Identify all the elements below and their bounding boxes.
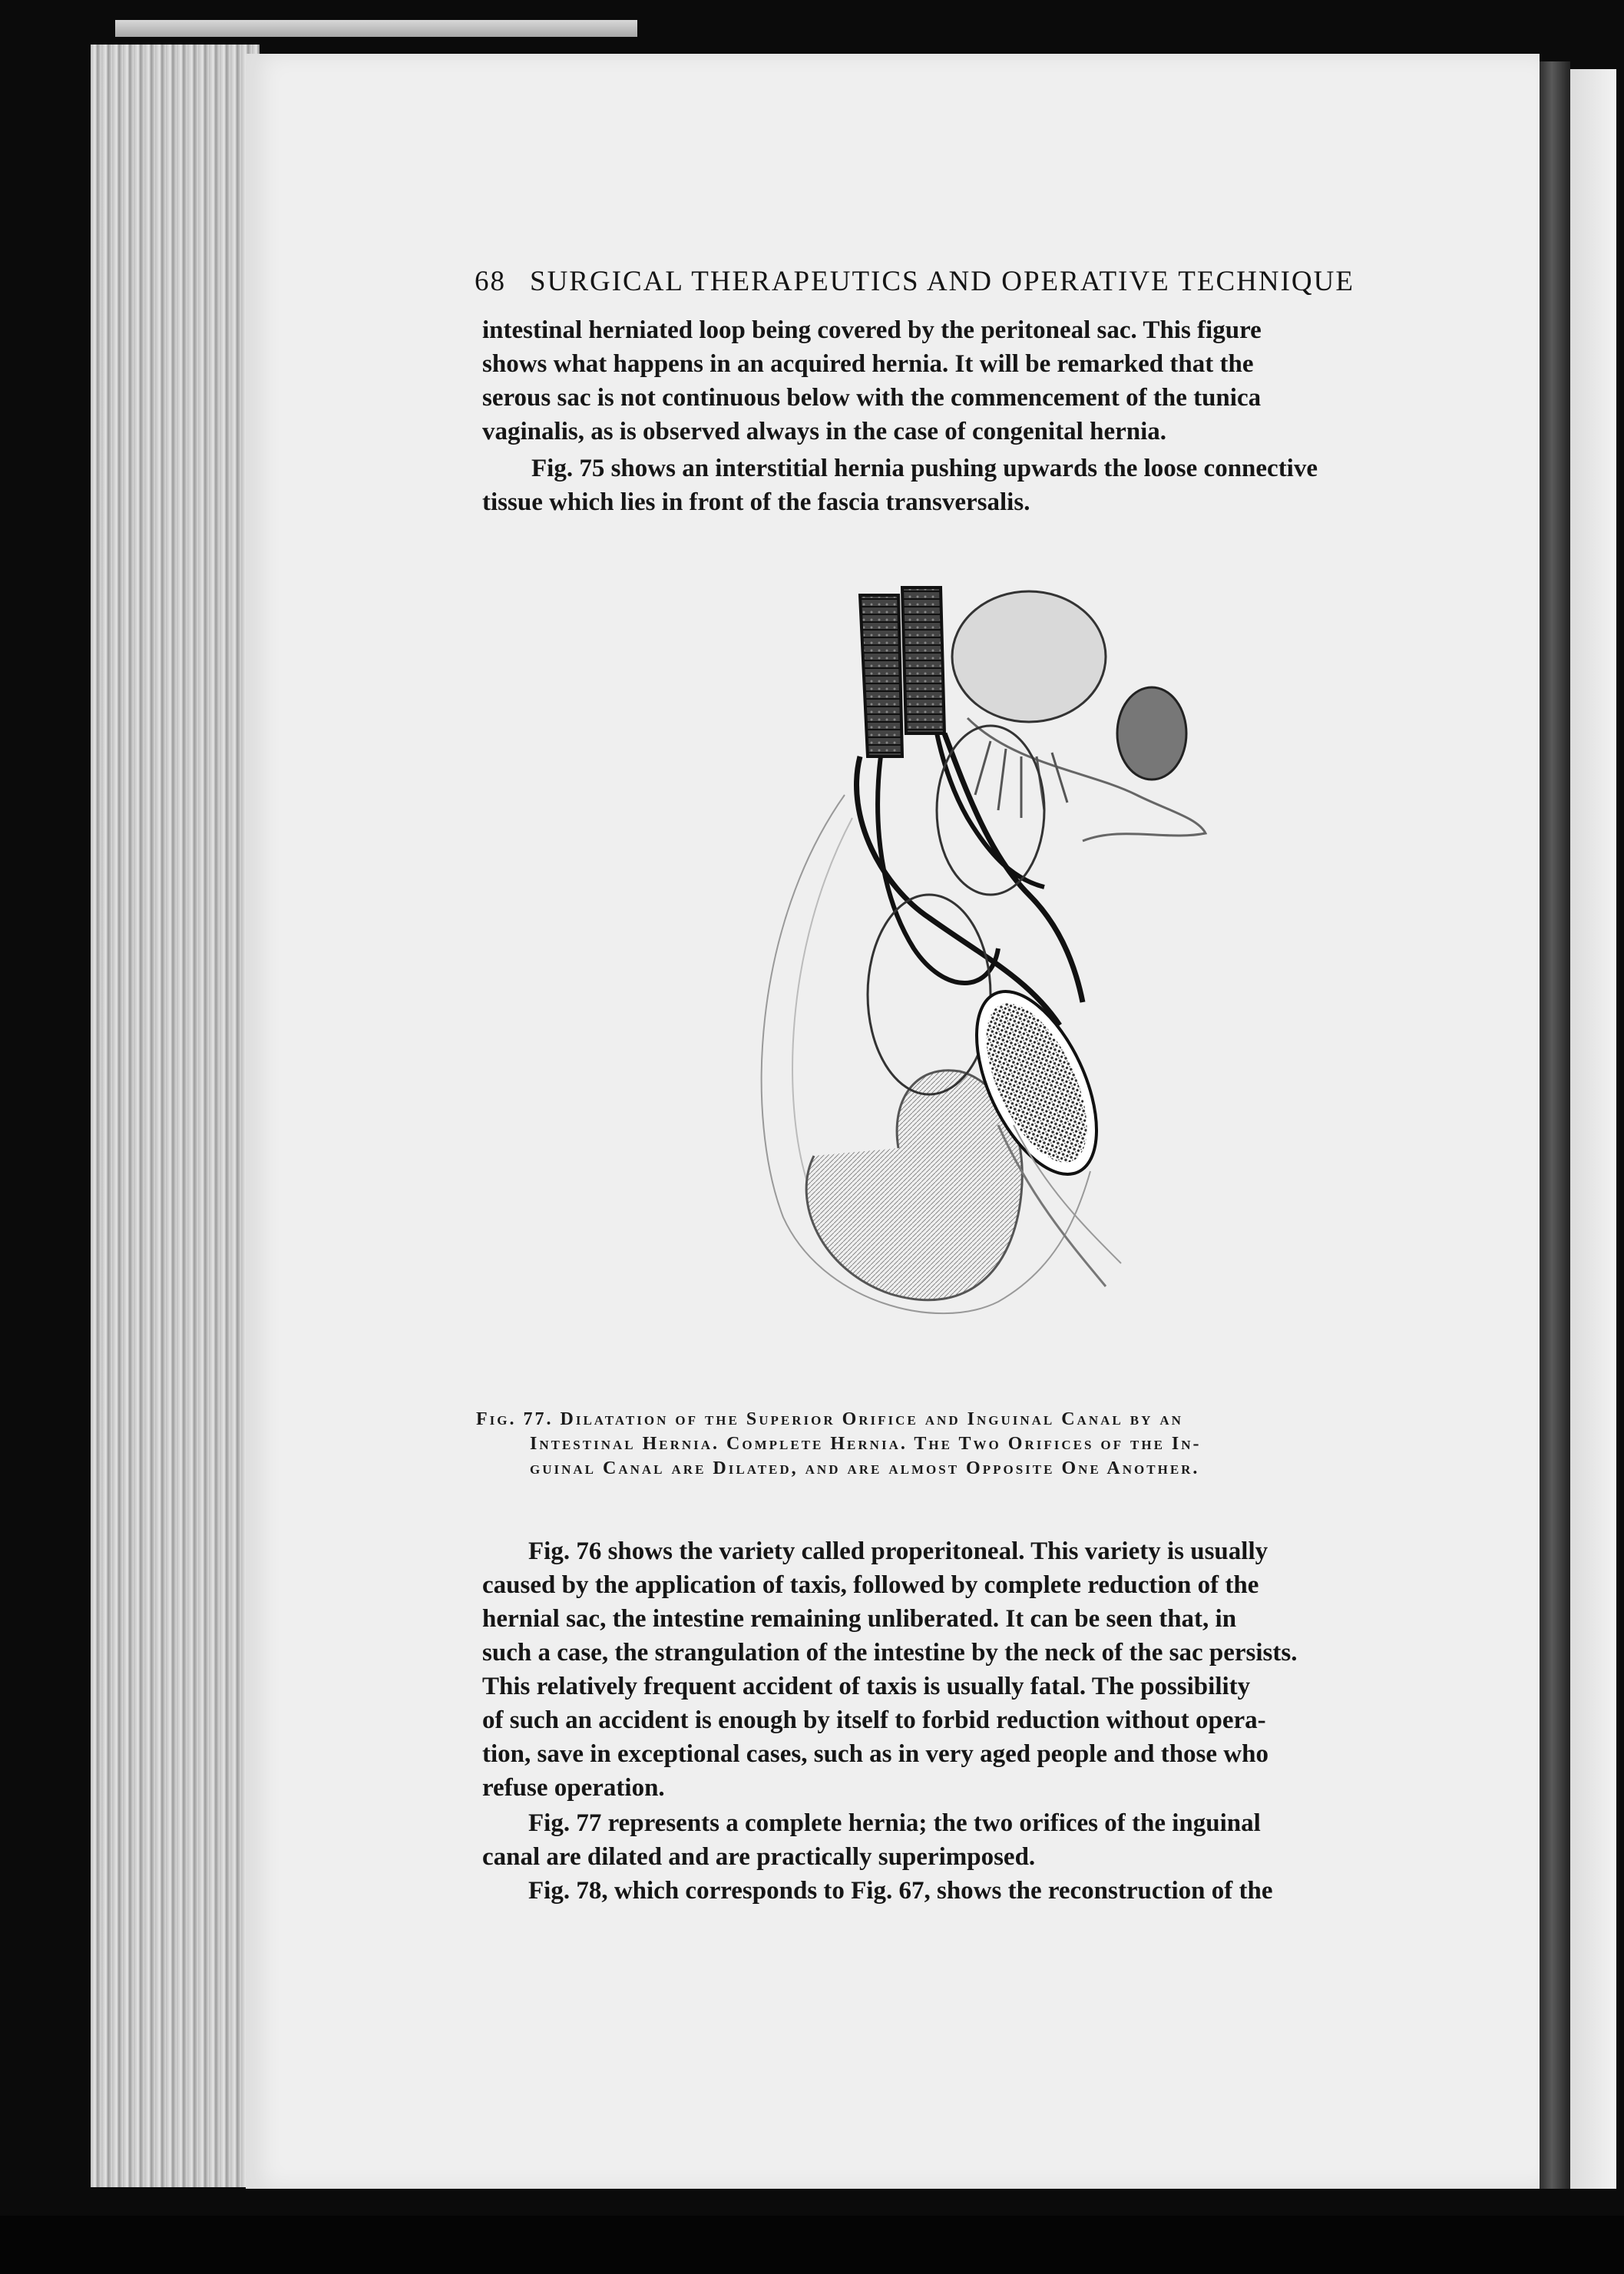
inferior-orifice (868, 895, 991, 1094)
bottom-paragraph-3 (482, 1874, 1459, 1908)
running-head-title: SURGICAL THERAPEUTICS AND OPERATIVE TECHNIQUE (530, 266, 1354, 297)
intestinal-loop (806, 1071, 1022, 1300)
bowel-mass-right (1117, 687, 1186, 780)
running-head (475, 265, 1396, 298)
text-line: such a case, the strangulation of the intestine by the neck of the sac persists. (482, 1639, 1298, 1667)
bottom-paragraph-2 (482, 1806, 1459, 1874)
text-line: shows what happens in an acquired hernia. It will be remarked that the (482, 350, 1254, 378)
caption-line: Intestinal Hernia. Complete Hernia. The Two Orifices of the In- (530, 1434, 1202, 1454)
top-paragraph-2 (482, 452, 1459, 519)
hernia-illustration (737, 564, 1236, 1394)
bowel-mass-upper (952, 591, 1106, 722)
text-line: tissue which lies in front of the fascia transversalis. (482, 488, 1030, 516)
caption-line: guinal Canal are Dilated, and are almost Opposite One Another. (530, 1458, 1200, 1478)
text-line: canal are dilated and are practically superimposed. (482, 1843, 1036, 1871)
bottom-paragraph-1 (482, 1534, 1459, 1805)
page-stack-edges (91, 45, 260, 2187)
caption-line: Fig. 77. Dilatation of the Superior Orifice and Inguinal Canal by an (476, 1409, 1183, 1429)
text-line: tion, save in exceptional cases, such as in very aged people and those who (482, 1740, 1268, 1768)
text-line: intestinal herniated loop being covered by the peritoneal sac. This figure (482, 316, 1262, 344)
text-line: Fig. 77 represents a complete hernia; the two orifices of the inguinal (528, 1809, 1261, 1837)
page-number: 68 (475, 266, 506, 297)
book-gutter-shadow (1540, 61, 1570, 2189)
text-line: caused by the application of taxis, followed by complete reduction of the (482, 1571, 1259, 1599)
superior-orifice (937, 726, 1044, 895)
text-line: vaginalis, as is observed always in the case of congenital hernia. (482, 418, 1167, 445)
scanner-bed-edge (0, 2216, 1624, 2274)
text-line: of such an accident is enough by itself to forbid reduction without opera- (482, 1706, 1266, 1734)
top-paragraph-1 (482, 313, 1459, 449)
facing-page-edge (1570, 69, 1616, 2189)
text-line: Fig. 78, which corresponds to Fig. 67, shows the reconstruction of the (528, 1877, 1273, 1905)
figure-caption (476, 1407, 1463, 1481)
text-line: This relatively frequent accident of taxis is usually fatal. The possibility (482, 1673, 1251, 1700)
text-line: refuse operation. (482, 1774, 665, 1802)
text-line: hernial sac, the intestine remaining unliberated. It can be seen that, in (482, 1605, 1237, 1633)
text-line: Fig. 76 shows the variety called properitoneal. This variety is usually (528, 1538, 1268, 1565)
abdominal-wall-section (860, 595, 902, 756)
text-line: Fig. 75 shows an interstitial hernia pushing upwards the loose connective (531, 455, 1318, 482)
page-stack-top-edge (115, 20, 637, 37)
text-line: serous sac is not continuous below with the commencement of the tunica (482, 384, 1262, 412)
